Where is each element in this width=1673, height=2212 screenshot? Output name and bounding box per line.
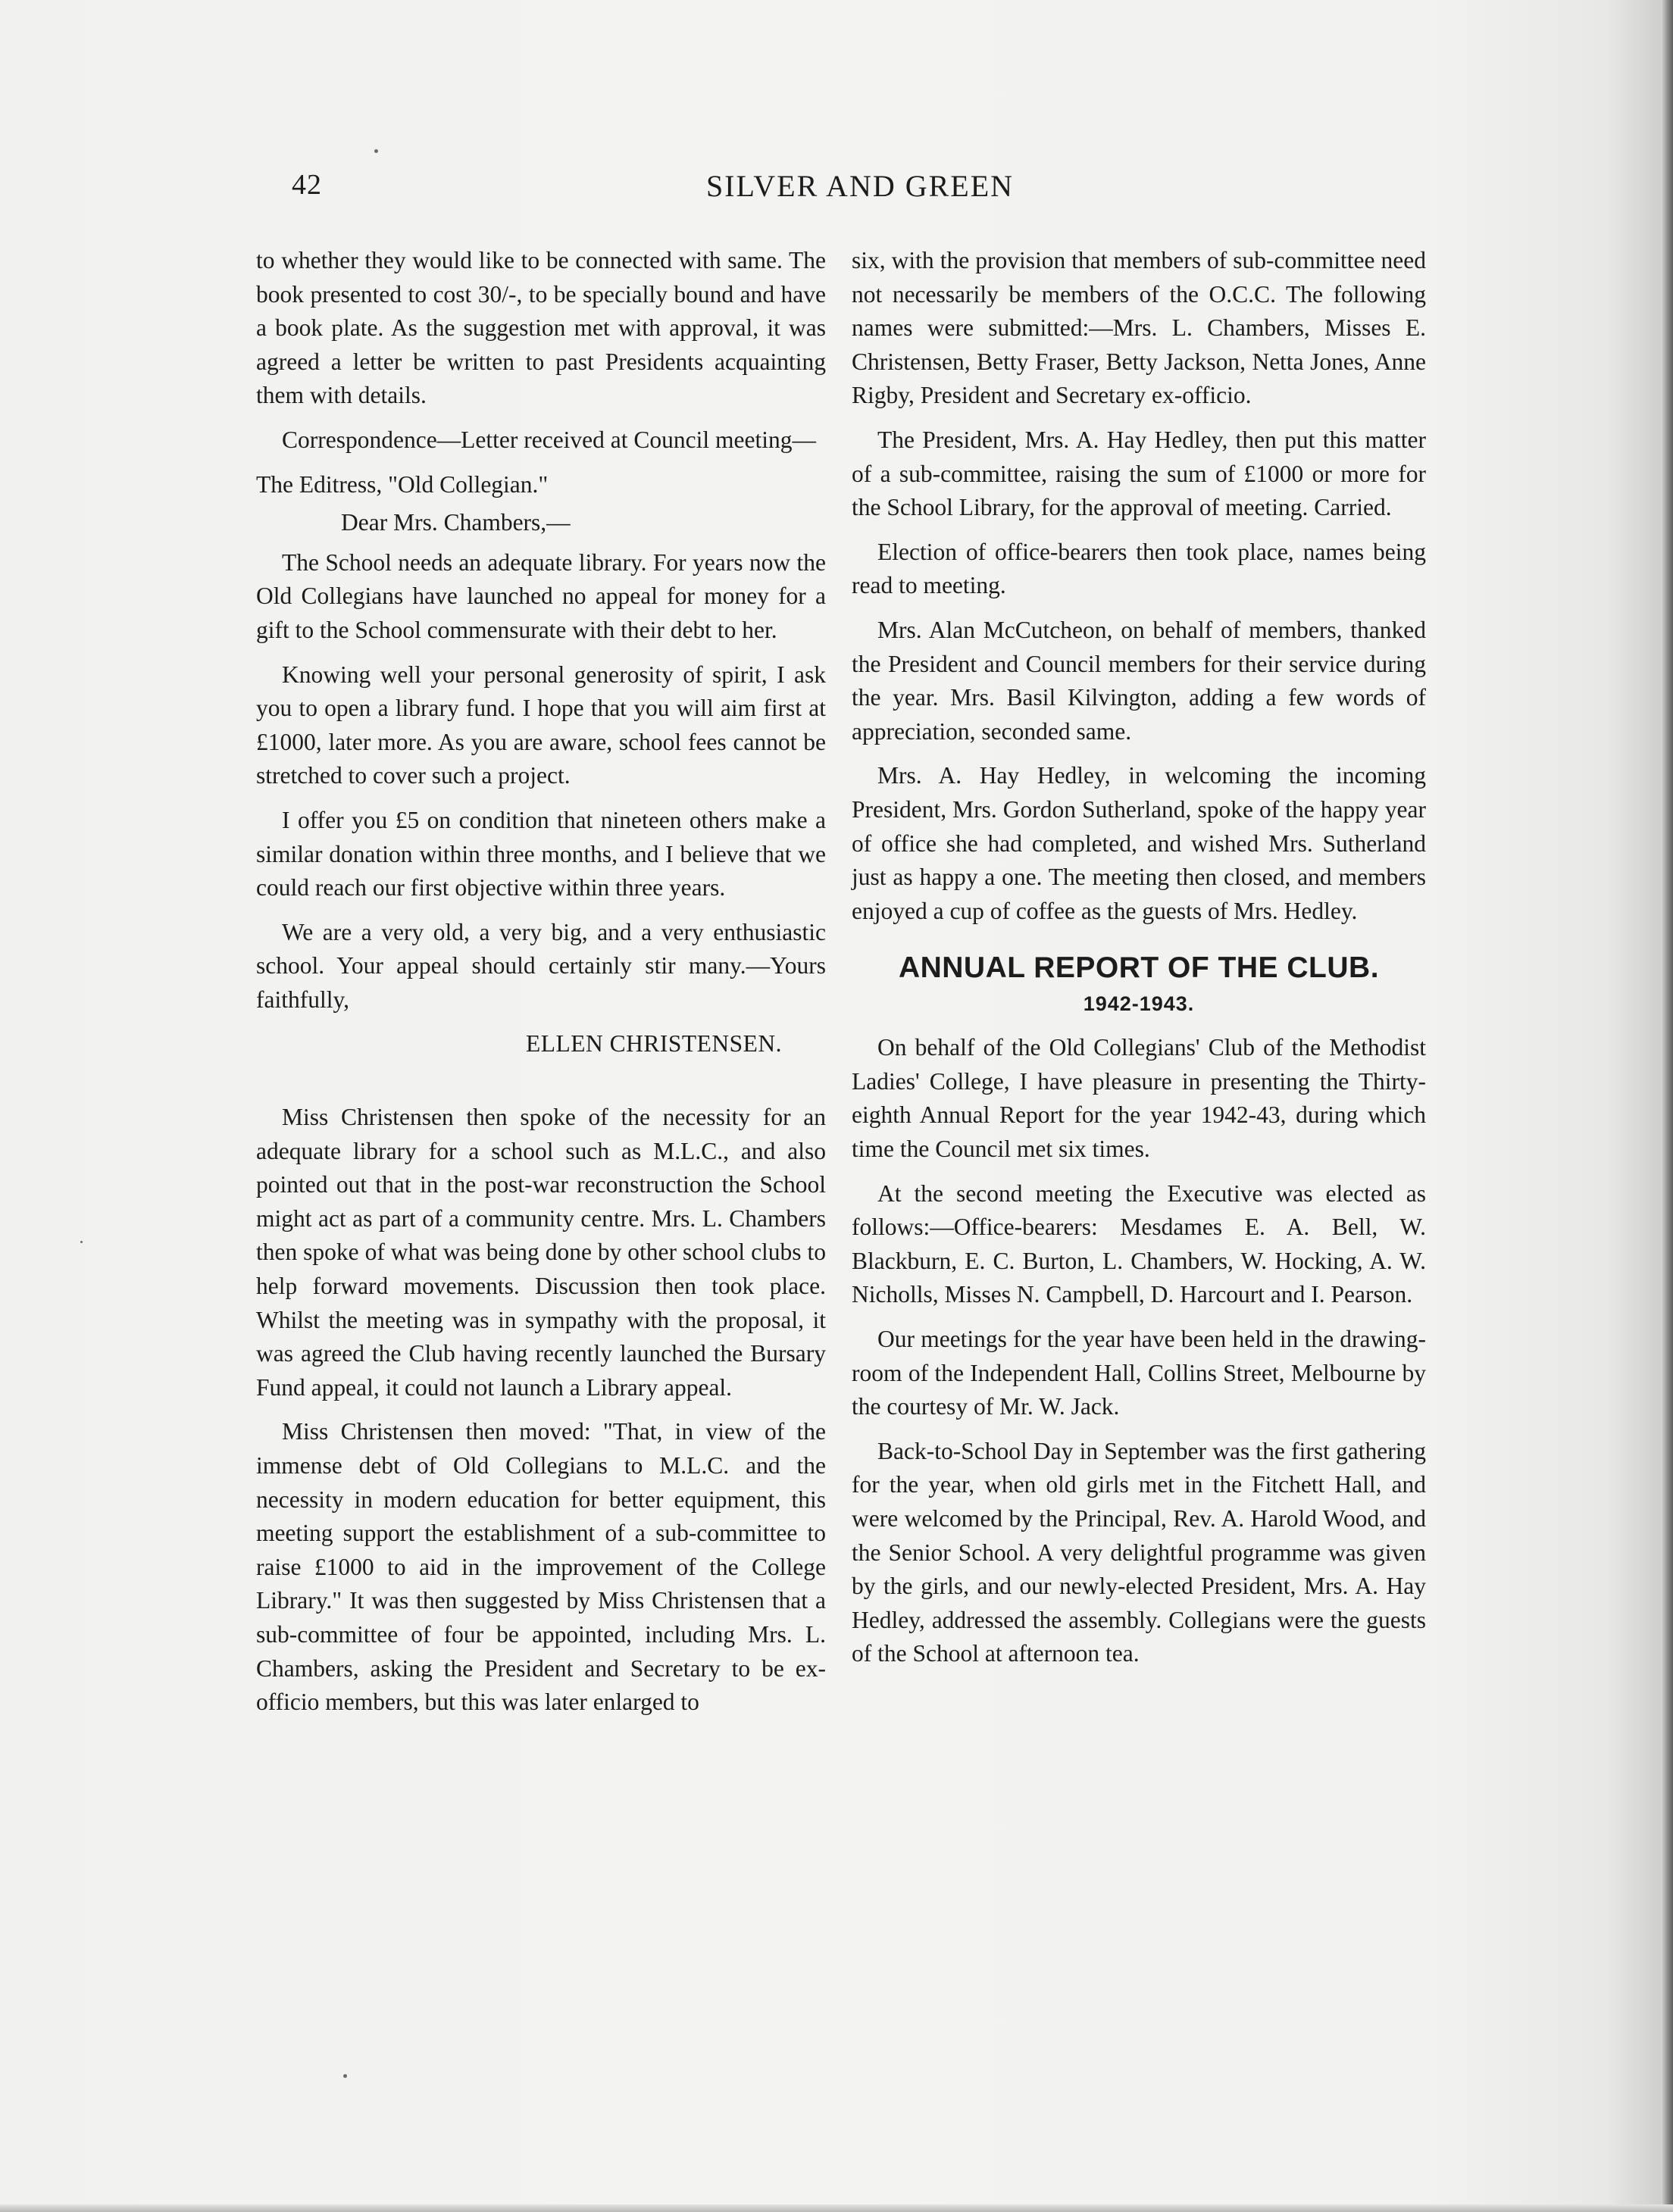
paragraph: The President, Mrs. A. Hay Hedley, then put this matter of a sub-committee, raising the sum of £1000 or more for the School Library, for the approval of meeting. Carried. (852, 426, 1426, 521)
section-subheading: 1942-1943. (1083, 992, 1195, 1016)
paragraph: Back-to-School Day in September was the first gathering for the year, when old girls met in the Fitchett Hall, and were welcomed by the Principal, Rev. A. Harold Wood, and the Senior School. A very delightful programme was given by the girls, and our newly-elected President, Mrs. A. Hay Hedley, addressed the assembly. Collegians were the guests of the School at afternoon tea. (852, 1437, 1426, 1667)
paragraph: to whether they would like to be connected with same. The book presented to cost 30/-, to be specially bound and have a book plate. As the suggestion met with approval, it was agreed a letter be written to past Presidents acquainting them with details. (256, 247, 826, 409)
page-bottom-shadow (0, 2204, 1673, 2212)
letter-paragraph: We are a very old, a very big, and a very enthusiastic school. Your appeal should certainly stir many.—Yours faithfully, (256, 918, 826, 1013)
page-number: 42 (292, 169, 322, 201)
running-title: SILVER AND GREEN (705, 169, 1015, 203)
print-speck (80, 1241, 83, 1243)
letter-signature: ELLEN CHRISTENSEN. (526, 1030, 782, 1058)
paragraph: At the second meeting the Executive was elected as follows:—Office-bearers: Mesdames E. A. Bell, W. Blackburn, E. C. Burton, L. Chambers, W. Hocking, A. W. Nicholls, Misses N. Campbell, D. Harcourt and I. Pearson. (852, 1179, 1426, 1308)
letter-paragraph: The School needs an adequate library. For years now the Old Collegians have launched no appeal for money for a gift to the School commensurate with their debt to her. (256, 548, 826, 643)
letter-salutation: Dear Mrs. Chambers,— (341, 509, 571, 536)
paragraph: six, with the provision that members of sub-committee need not necessarily be members of the O.C.C. The following names were submitted:—Mrs. L. Chambers, Misses E. Christensen, Betty Fraser, Betty Jackson, Netta Jones, Anne Rigby, President and Secretary ex-officio. (852, 247, 1426, 409)
print-speck (374, 149, 378, 153)
paragraph: Our meetings for the year have been held in the drawing-room of the Independent Hall, Collins Street, Melbourne by the courtesy of Mr. W. Jack. (852, 1326, 1426, 1420)
paragraph: Mrs. Alan McCutcheon, on behalf of members, thanked the President and Council members for their service during the year. Mrs. Basil Kilvington, adding a few words of appreciation, seconded same. (852, 616, 1426, 745)
paragraph: Miss Christensen then spoke of the necessity for an adequate library for a school such as M.L.C., and also pointed out that in the post-war reconstruction the School might act as part of a community centre. Mrs. L. Chambers then spoke of what was being done by other school clubs to help forward movements. Discussion then took place. Whilst the meeting was in sympathy with the proposal, it was agreed the Club having recently launched the Bursary Fund appeal, it could not launch a Library appeal. (256, 1104, 826, 1401)
paragraph: Miss Christensen then moved: "That, in view of the immense debt of Old Collegians to M.L.C. and the necessity in modern education for better equipment, this meeting support the establishment of a sub-committee to raise £1000 to aid in the improvement of the College Library." It was then suggested by Miss Christensen that a sub-committee of four be appointed, including Mrs. L. Chambers, asking the President and Secretary to be ex-officio members, but this was later enlarged to (256, 1418, 826, 1716)
print-speck (343, 2074, 347, 2078)
paragraph: On behalf of the Old Collegians' Club of the Methodist Ladies' College, I have pleasure in presenting the Thirty-eighth Annual Report for the year 1942-43, during which time the Council met six times. (852, 1034, 1426, 1163)
letter-address: The Editress, "Old Collegian." (256, 470, 549, 498)
right-column (852, 244, 1426, 1682)
page-binding-shadow (1661, 0, 1673, 2212)
letter-paragraph: I offer you £5 on condition that nineteen others make a similar donation within three months, and I believe that we could reach our first objective within three years. (256, 806, 826, 901)
letter-paragraph: Knowing well your personal generosity of spirit, I ask you to open a library fund. I hope that you will aim first at £1000, later more. As you are aware, school fees cannot be stretched to cover such a project. (256, 661, 826, 789)
paragraph: Mrs. A. Hay Hedley, in welcoming the incoming President, Mrs. Gordon Sutherland, spoke of the happy year of office she had completed, and wished Mrs. Sutherland just as happy a one. The meeting then closed, and members enjoyed a cup of coffee as the guests of Mrs. Hedley. (852, 762, 1426, 924)
paragraph: Election of office-bearers then took place, names being read to meeting. (852, 538, 1426, 599)
section-heading: ANNUAL REPORT OF THE CLUB. (898, 951, 1380, 985)
page-header (292, 168, 1428, 214)
left-column (256, 244, 826, 1730)
paragraph: Correspondence—Letter received at Council meeting— (282, 426, 816, 453)
